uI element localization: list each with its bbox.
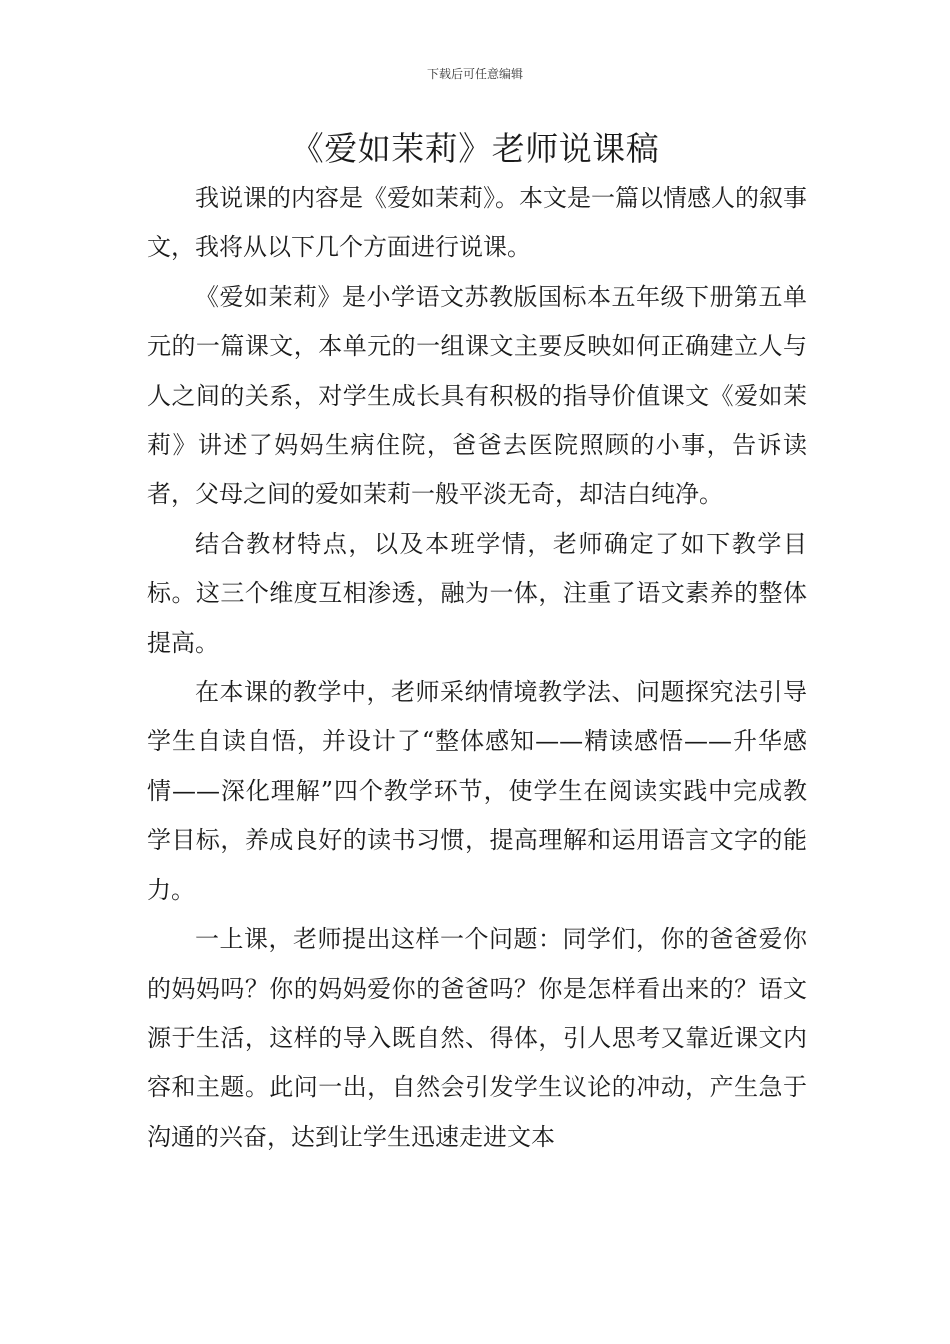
- paragraph-2: 《爱如茉莉》是小学语文苏教版国标本五年级下册第五单元的一篇课文，本单元的一组课文主要反映如何正确建立人与人之间的关系，对学生成长具有积极的指导价值课文《爱如茉莉》讲述了妈妈生病住院，爸爸去医院照顾的小事，告诉读者，父母之间的爱如茉莉一般平淡无奇，却洁白纯净。: [147, 282, 807, 509]
- document-title: 《爱如茉莉》老师说课稿: [290, 129, 660, 168]
- page-header: 下载后可任意编辑: [426, 67, 523, 81]
- paragraph-3: 结合教材特点，以及本班学情，老师确定了如下教学目标。这三个维度互相渗透，融为一体，注重了语文素养的整体提高。: [147, 529, 807, 657]
- document-body: [147, 174, 807, 1162]
- paragraph-5: 一上课，老师提出这样一个问题：同学们，你的爸爸爱你的妈妈吗？你的妈妈爱你的爸爸吗？你是怎样看出来的？语文源于生活，这样的导入既自然、得体，引人思考又靠近课文内容和主题。此问一出，自然会引发学生议论的冲动，产生急于沟通的兴奋，达到让学生迅速走进文本: [147, 925, 807, 1151]
- paragraph-4: 在本课的教学中，老师采纳情境教学法、问题探究法引导学生自读自悟，并设计了“整体感知——精读感悟——升华感情——深化理解”四个教学环节，使学生在阅读实践中完成教学目标，养成良好的读书习惯，提高理解和运用语言文字的能力。: [147, 678, 807, 904]
- paragraph-1: 我说课的内容是《爱如茉莉》。本文是一篇以情感人的叙事文，我将从以下几个方面进行说课。: [147, 184, 807, 262]
